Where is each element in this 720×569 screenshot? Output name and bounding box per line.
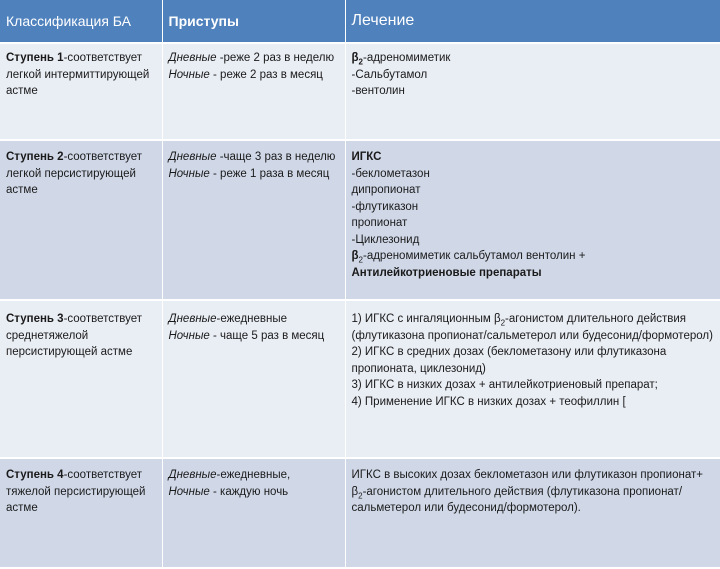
beta-sub: 2 xyxy=(358,490,363,500)
stage-text: -соответствует тяжелой персистирующей астме xyxy=(6,469,146,514)
attack-day-label: Дневные xyxy=(168,151,217,163)
treatment-heading: ИГКС xyxy=(351,151,382,163)
header-classification: Классификация БА xyxy=(0,0,162,43)
treatment-line: дипропионат xyxy=(351,184,421,196)
treatment-line: -вентолин xyxy=(351,85,405,97)
attack-night-label: Ночные xyxy=(168,485,210,498)
treatment-line: -флутиказон xyxy=(351,200,419,213)
classification-cell xyxy=(0,300,162,458)
table-row xyxy=(0,300,720,458)
attack-night-label: Ночные xyxy=(168,68,210,81)
beta-sub: 2 xyxy=(358,255,363,265)
treatment-cell xyxy=(345,458,720,568)
table-header-row xyxy=(0,0,720,43)
treatment-item-1-prefix: 1) ИГКС с ингаляционным β xyxy=(351,313,501,325)
treatment-cell xyxy=(345,43,720,140)
beta-prefix: β xyxy=(351,250,359,262)
treatment-cell xyxy=(345,140,720,300)
attack-day-label: Дневные xyxy=(168,469,217,481)
stage-text: -соответствует среднетяжелой персистирующей астме xyxy=(6,313,143,358)
attack-day-text: -реже 2 раз в неделю xyxy=(216,52,335,64)
attacks-cell xyxy=(162,458,345,568)
treatment-line: -беклометазон xyxy=(351,167,430,180)
header-treatment: Лечение xyxy=(345,0,720,43)
header-attacks: Приступы xyxy=(162,0,345,43)
treatment-cell xyxy=(345,300,720,458)
attack-day-text: -ежедневные, xyxy=(216,469,291,481)
treatment-item-4: 4) Применение ИГКС в низких дозах + теофиллин [ xyxy=(351,395,626,408)
attacks-cell xyxy=(162,43,345,140)
attack-day-label: Дневные xyxy=(168,313,217,325)
attack-night-text: - реже 1 раза в месяц xyxy=(209,167,330,180)
treatment-line: -Сальбутамол xyxy=(351,68,428,81)
table-row xyxy=(0,43,720,140)
table-row xyxy=(0,458,720,568)
attack-day-label: Дневные xyxy=(168,52,217,64)
treatment-text-suffix: -агонистом длительного действия (флутиказона пропионат/сальметерол или будесонид/формотерол). xyxy=(351,485,683,514)
stage-text: -соответствует легкой интермиттирующей астме xyxy=(6,52,150,97)
table-row xyxy=(0,140,720,300)
attack-night-text: - каждую ночь xyxy=(209,485,289,498)
attack-night-label: Ночные xyxy=(168,329,210,342)
stage-label: Ступень 3 xyxy=(6,313,64,325)
attack-night-text: - реже 2 раз в месяц xyxy=(209,68,323,81)
stage-text: -соответствует легкой персистирующей астме xyxy=(6,151,143,196)
attack-day-text: -ежедневные xyxy=(216,313,288,325)
treatment-text-prefix: ИГКС в высоких дозах беклометазон или флутиказон пропионат+ β xyxy=(351,469,703,498)
treatment-item-1-suffix: -агонистом длительного действия (флутиказона пропионат/сальметерол или будесонид/формотерол) xyxy=(351,313,713,342)
stage-label: Ступень 1 xyxy=(6,52,64,64)
beta-sub: 2 xyxy=(358,57,363,67)
treatment-line: пропионат xyxy=(351,217,408,229)
stage-label: Ступень 2 xyxy=(6,151,64,163)
classification-cell xyxy=(0,43,162,140)
stage-label: Ступень 4 xyxy=(6,469,64,481)
beta-suffix: -адреномиметик xyxy=(362,52,451,64)
classification-cell xyxy=(0,458,162,568)
treatment-line: -Циклезонид xyxy=(351,233,420,246)
attacks-cell xyxy=(162,300,345,458)
treatment-item-2: 2) ИГКС в средних дозах (беклометазону или флутиказона пропионата, циклезонид) xyxy=(351,346,667,375)
attack-night-label: Ночные xyxy=(168,167,210,180)
attack-night-text: - чаще 5 раз в месяц xyxy=(209,329,325,342)
attacks-cell xyxy=(162,140,345,300)
treatment-item-3: 3) ИГКС в низких дозах + антилейкотриеновый препарат; xyxy=(351,379,658,391)
treatment-footer: Антилейкотриеновые препараты xyxy=(351,266,542,279)
beta-prefix: β xyxy=(351,52,359,64)
beta-sub: 2 xyxy=(500,318,506,328)
attack-day-text: -чаще 3 раз в неделю xyxy=(216,151,336,163)
beta-suffix: -адреномиметик сальбутамол вентолин + xyxy=(362,250,586,262)
classification-cell xyxy=(0,140,162,300)
